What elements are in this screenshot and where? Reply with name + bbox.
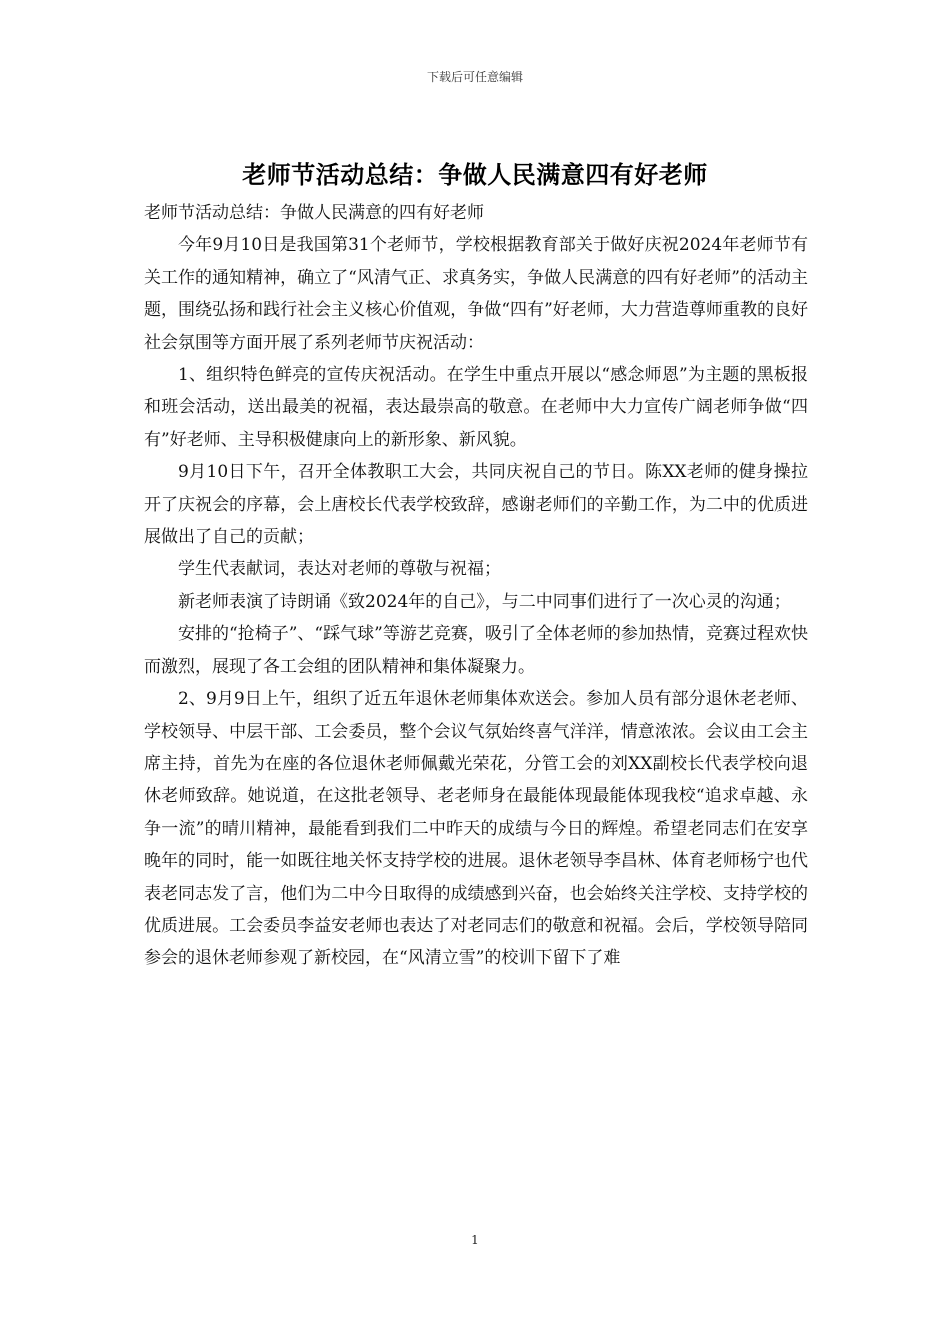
body-paragraph: 9月10日下午，召开全体教职工大会，共同庆祝自己的节日。陈XX老师的健身操拉开了庆祝会的序幕，会上唐校长代表学校致辞，感谢老师们的辛勤工作，为二中的优质进展做出了自己的贡献； — [144, 462, 808, 548]
body-paragraph: 学生代表献词，表达对老师的尊敬与祝福； — [178, 559, 501, 580]
body-paragraph: 安排的“抢椅子”、“踩气球”等游艺竞赛，吸引了全体老师的参加热情，竞赛过程欢快而激烈，展现了各工会组的团队精神和集体凝聚力。 — [144, 624, 808, 677]
body-paragraph: 2、9月9日上午，组织了近五年退休老师集体欢送会。参加人员有部分退休老老师、学校领导、中层干部、工会委员，整个会议气氛始终喜气洋洋，情意浓浓。会议由工会主席主持，首先为在座的各位退休老师佩戴光荣花，分管工会的刘XX副校长代表学校向退休老师致辞。她说道，在这批老领导、老老师身在最能体现最能体现我校“追求卓越、永争一流”的晴川精神，最能看到我们二中昨天的成绩与今日的辉煌。希望老同志们在安享晚年的同时，能一如既往地关怀支持学校的进展。退休老领导李昌林、体育老师杨宁也代表老同志发了言，他们为二中今日取得的成绩感到兴奋，也会始终关注学校、支持学校的优质进展。工会委员李益安老师也表达了对老同志们的敬意和祝福。会后，学校领导陪同参会的退休老师参观了新校园，在“风清立雪”的校训下留下了难 — [144, 689, 808, 969]
document-body — [144, 197, 808, 975]
document-title: 老师节活动总结：争做人民满意四有好老师 — [242, 160, 708, 189]
page-number: 1 — [471, 1233, 479, 1247]
body-paragraph: 今年9月10日是我国第31个老师节，学校根据教育部关于做好庆祝2024年老师节有关工作的通知精神，确立了“风清气正、求真务实，争做人民满意的四有好老师”的活动主题，围绕弘扬和践行社会主义核心价值观，争做“四有”好老师，大力营造尊师重教的良好社会氛围等方面开展了系列老师节庆祝活动： — [144, 235, 808, 353]
body-paragraph: 1、组织特色鲜亮的宣传庆祝活动。在学生中重点开展以“感念师恩”为主题的黑板报和班会活动，送出最美的祝福，表达最崇高的敬意。在老师中大力宣传广阔老师争做“四有”好老师、主导积极健康向上的新形象、新风貌。 — [144, 365, 808, 450]
page-header-note: 下载后可任意编辑 — [426, 70, 523, 84]
subtitle-paragraph: 老师节活动总结：争做人民满意的四有好老师 — [144, 203, 484, 223]
body-paragraph: 新老师表演了诗朗诵《致2024年的自己》，与二中同事们进行了一次心灵的沟通； — [178, 591, 791, 612]
